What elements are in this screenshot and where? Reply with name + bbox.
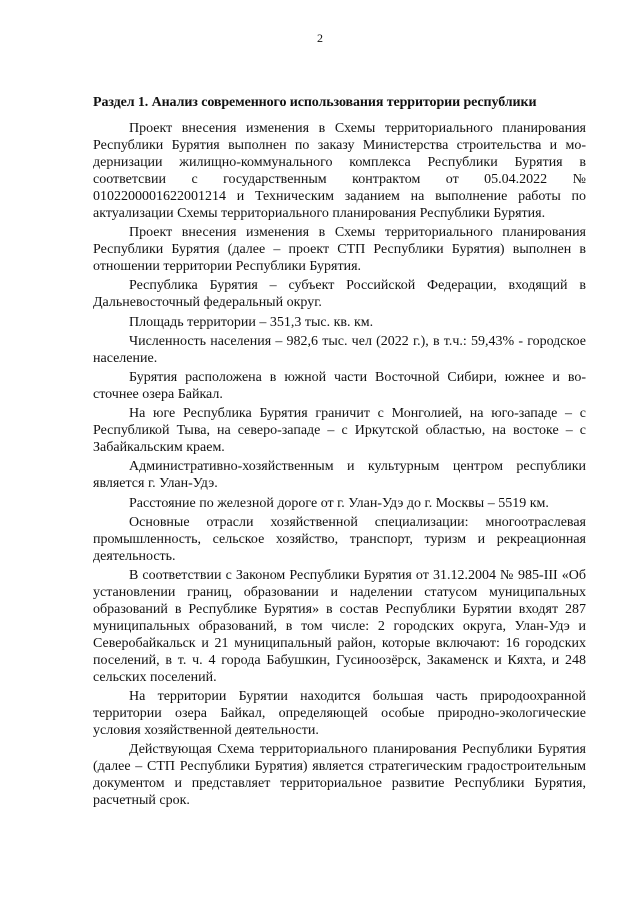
paragraph-capital: Административно-хозяйственным и культурным центром республики является г. Улан-Удэ. xyxy=(93,459,586,492)
paragraph-baikal: На территории Бурятии находится большая часть природоохранной территории озера Байкал, определяющей особые природно-экологические условия хозяйственной деятельности. xyxy=(93,689,586,739)
paragraph-project-order: Проект внесения изменения в Схемы территориального планирования Республики Бурятия выполнен по заказу Министерства строительства и модернизации жилищно-коммунального комплекса Республики Бурятия в соответсвии с государственным контрактом от 05.04.2022 № 0102200001622001214 и Техническим заданием на выполнение работы по актуализации Схемы территориального планирования Республики Бурятия. xyxy=(93,121,586,221)
page-number: 2 xyxy=(317,31,323,45)
page-content xyxy=(93,94,586,809)
section-heading: Раздел 1. Анализ современного использования территории республики xyxy=(93,95,537,110)
paragraph-economy: Основные отрасли хозяйственной специализации: многоотраслевая промышленность, сельское хозяйство, транспорт, туризм и рекреационная деятельность. xyxy=(93,514,586,564)
paragraph-project-scope: Проект внесения изменения в Схемы территориального планирования Республики Бурятия (далее – проект СТП Республики Бурятия) выполнен в отношении территории Республики Бурятия. xyxy=(93,225,586,275)
paragraph-current-scheme: Действующая Схема территориального планирования Республики Бурятия (далее – СТП Республики Бурятия) является стратегическим градостроительным документом и представляет территориальное развитие Республики Бурятия, расчетный срок. xyxy=(93,742,586,809)
paragraph-location: Бурятия расположена в южной части Восточной Сибири, южнее и восточнее озера Байкал. xyxy=(93,369,586,402)
paragraph-borders: На юге Республика Бурятия граничит с Монголией, на юго-западе – с Республикой Тыва, на северо-западе – с Иркутской областью, на востоке – с Забайкальским краем. xyxy=(93,406,586,456)
paragraph-area: Площадь территории – 351,3 тыс. кв. км. xyxy=(129,314,374,330)
paragraph-federal-subject: Республика Бурятия – субъект Российской Федерации, входящий в Дальневосточный федеральный округ. xyxy=(93,278,586,311)
paragraph-distance: Расстояние по железной дороге от г. Улан-Удэ до г. Москвы – 5519 км. xyxy=(129,495,549,511)
paragraph-municipalities: В соответствии с Законом Республики Бурятия от 31.12.2004 № 985-III «Об установлении границ, образовании и наделении статусом муниципальных образований в Республике Бурятия» в состав Республики Бурятии входят 287 муниципальных образований, в том числе: 2 городских округа, Улан-Удэ и Северобайкальск и 21 муниципальный район, которые включают: 16 городских поселений, в т. ч. 4 города Бабушкин, Гусиноозёрск, Закаменск и Кяхта, и 248 сельских поселений. xyxy=(93,567,586,685)
paragraph-population: Численность населения – 982,6 тыс. чел (2022 г.), в т.ч.: 59,43% - городское население. xyxy=(93,333,586,366)
